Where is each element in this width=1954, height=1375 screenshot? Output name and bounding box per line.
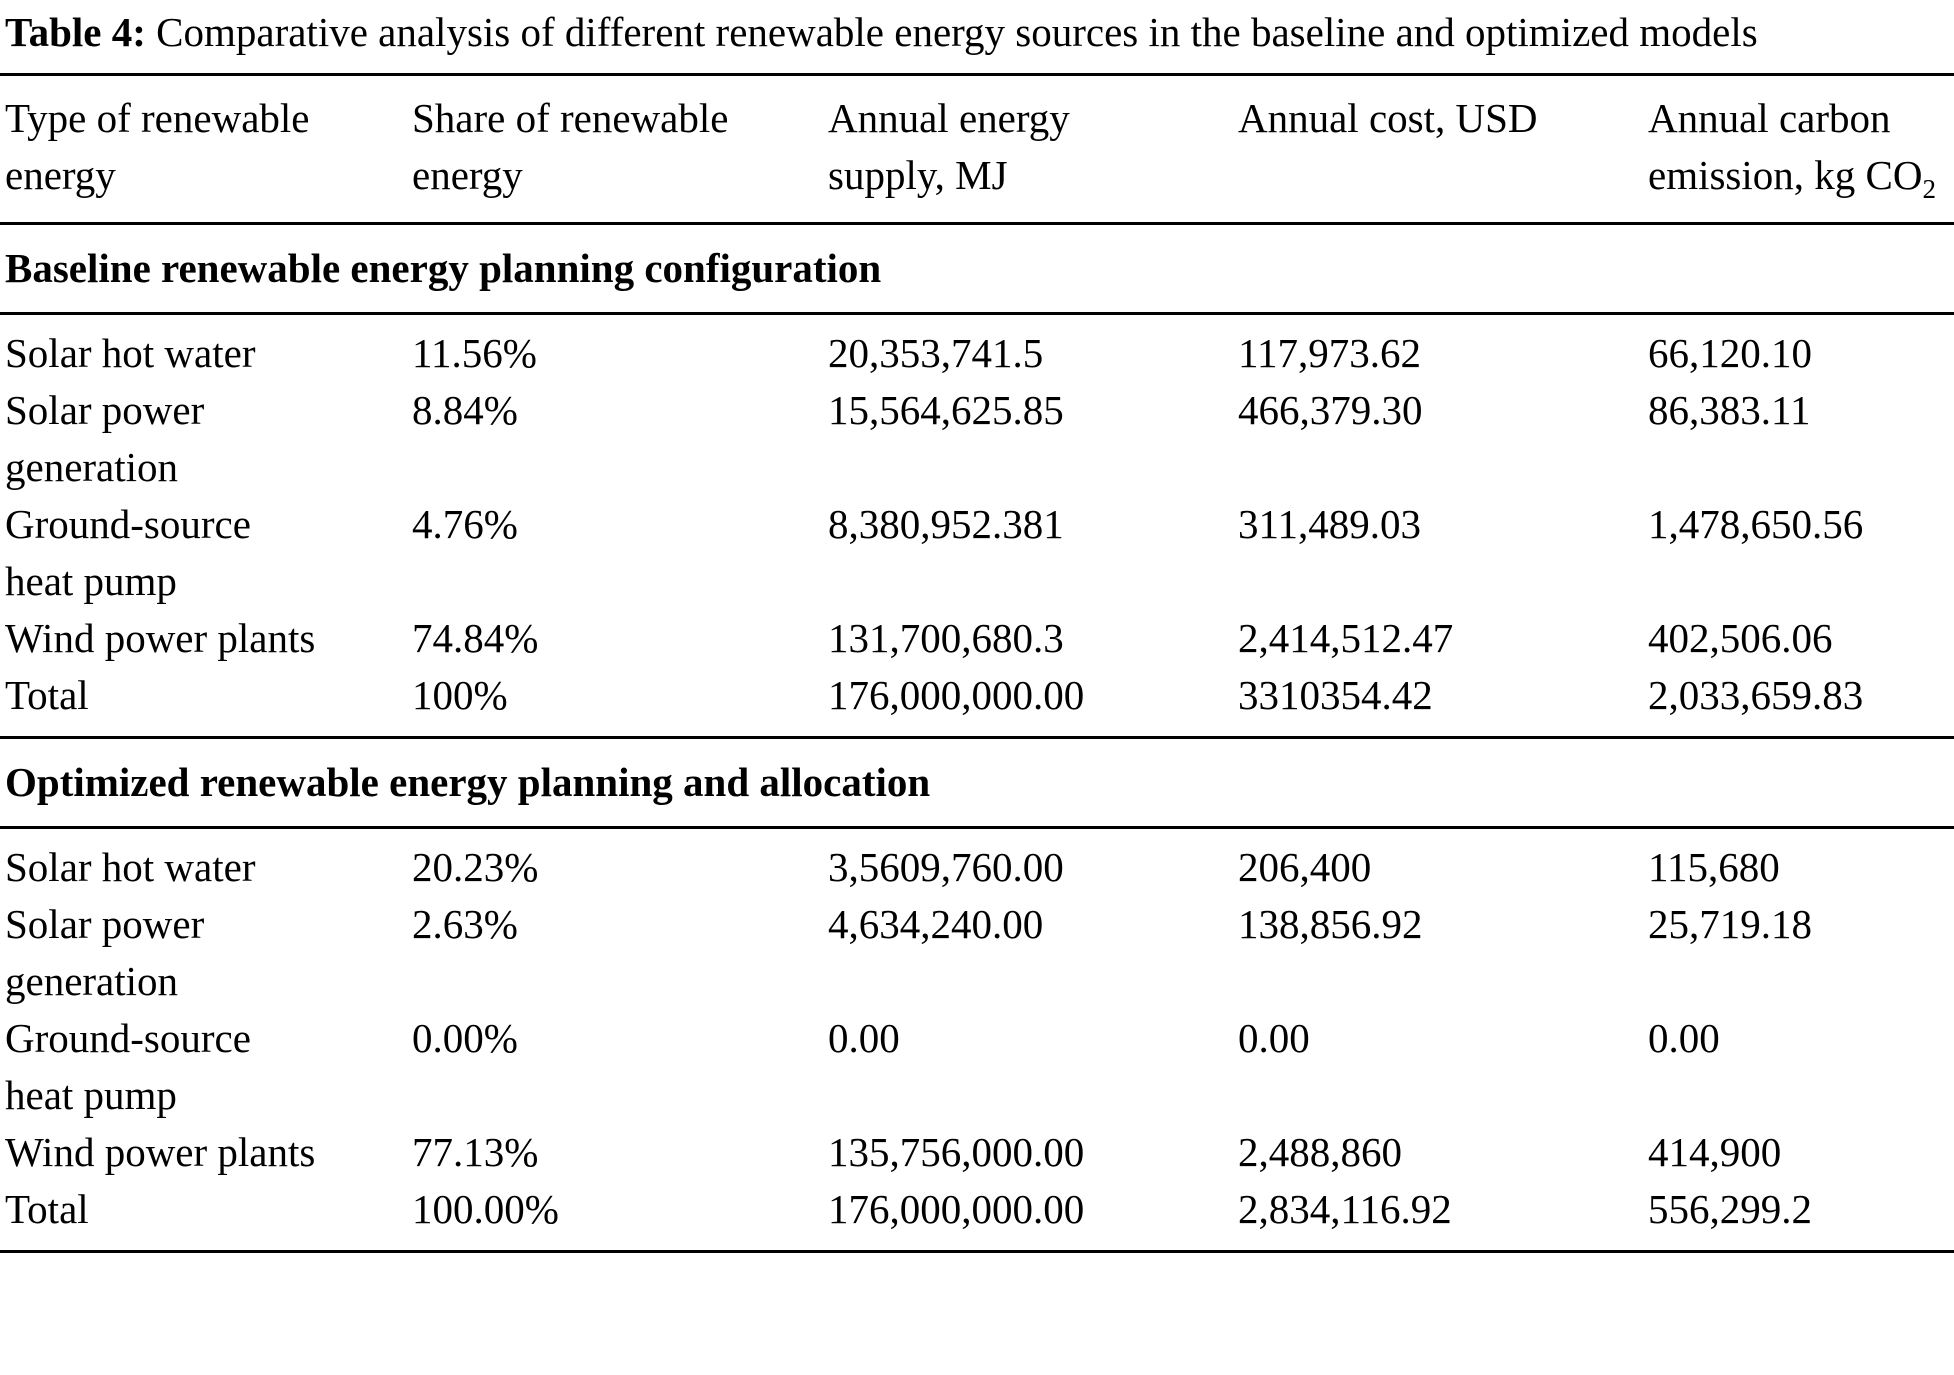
table-cell: 414,900 [1648,1129,1782,1175]
table-cell: Solar power generation [5,387,205,490]
table-caption-label: Table 4: [5,9,146,55]
table-caption [0,0,1954,73]
table-cell: 86,383.11 [1648,387,1811,433]
table-cell: 135,756,000.00 [828,1129,1085,1175]
table-cell: 115,680 [1648,844,1780,890]
table-cell: 0.00 [1648,1015,1720,1061]
table-cell: 0.00 [1238,1015,1310,1061]
column-header-cost: Annual cost, USD [1238,95,1538,141]
table-cell: 466,379.30 [1238,387,1423,433]
table-cell: Total [5,1186,89,1232]
table-cell: Solar hot water [5,330,256,376]
section-header-baseline: Baseline renewable energy planning configuration [5,245,882,291]
table-caption-text: Comparative analysis of different renewable energy sources in the baseline and optimized models [156,9,1758,55]
table-cell: 206,400 [1238,844,1372,890]
table-cell: 11.56% [412,330,537,376]
table-cell: 0.00% [412,1015,518,1061]
table-cell: 20,353,741.5 [828,330,1044,376]
column-header-row [0,76,1954,222]
table-cell: Solar power generation [5,901,205,1004]
table-cell: 131,700,680.3 [828,615,1064,661]
column-header-energy-supply: Annual energy supply, MJ [828,95,1070,198]
table-cell: 25,719.18 [1648,901,1812,947]
table-cell: 402,506.06 [1648,615,1833,661]
table-cell: 2,033,659.83 [1648,672,1864,718]
section-header-optimized: Optimized renewable energy planning and allocation [5,759,931,805]
table-cell: Total [5,672,89,718]
table-cell: 3,5609,760.00 [828,844,1064,890]
column-header-carbon-emission [1648,90,1954,204]
bottom-rule [0,1250,1954,1253]
table-cell: 2.63% [412,901,518,947]
column-header-share: Share of renewable energy [412,95,729,198]
table-cell: 2,834,116.92 [1238,1186,1452,1232]
table-cell: 311,489.03 [1238,501,1421,547]
table-cell: 66,120.10 [1648,330,1812,376]
table-cell: 100% [412,672,508,718]
column-header-type: Type of renewable energy [5,95,310,198]
optimized-section-rows [0,829,1954,1250]
baseline-section-rows [0,315,1954,736]
table-cell: 77.13% [412,1129,539,1175]
table-cell: 4.76% [412,501,518,547]
table-cell: 20.23% [412,844,539,890]
table-cell: 1,478,650.56 [1648,501,1864,547]
table-cell: 3310354.42 [1238,672,1433,718]
table-cell: Ground-source heat pump [5,501,251,604]
table-cell: 0.00 [828,1015,900,1061]
column-header-carbon-emission-text: Annual carbon emission, kg CO [1648,95,1923,198]
table-cell: 138,856.92 [1238,901,1423,947]
table-cell: 15,564,625.85 [828,387,1064,433]
table-cell: 2,414,512.47 [1238,615,1454,661]
table-cell: 8,380,952.381 [828,501,1064,547]
table-cell: 176,000,000.00 [828,672,1085,718]
table-cell: 74.84% [412,615,539,661]
table-cell: 100.00% [412,1186,559,1232]
table-cell: Ground-source heat pump [5,1015,251,1118]
table-cell: Wind power plants [5,1129,316,1175]
table-cell: 556,299.2 [1648,1186,1812,1232]
table-cell: Solar hot water [5,844,256,890]
table-cell: 8.84% [412,387,518,433]
table-cell: 2,488,860 [1238,1129,1402,1175]
table-cell: 176,000,000.00 [828,1186,1085,1232]
table-cell: Wind power plants [5,615,316,661]
co2-subscript: 2 [1922,174,1937,205]
table-cell: 117,973.62 [1238,330,1421,376]
table-cell: 4,634,240.00 [828,901,1044,947]
